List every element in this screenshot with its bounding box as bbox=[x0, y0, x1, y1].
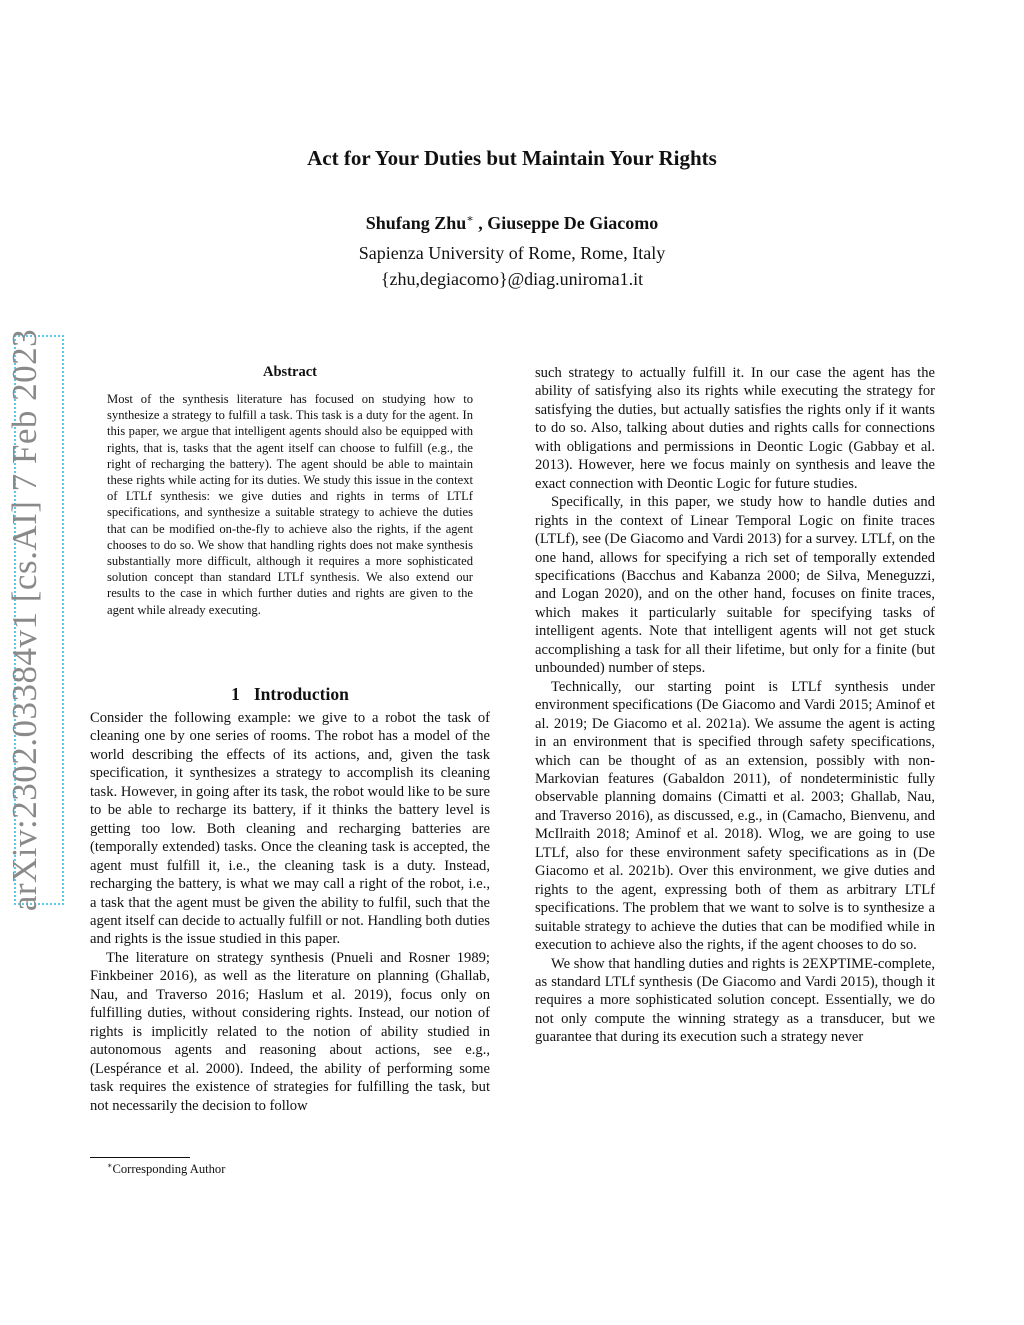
right-column-body bbox=[535, 364, 935, 1047]
intro-paragraph-2: The literature on strategy synthesis (Pnueli and Rosner 1989; Finkbeiner 2016), as well as the literature on planning (Ghallab, Nau, and Traverso 2016; Haslum et al. 2019), focus only on fulfilling duties, without considering rights. Instead, our notion of rights is implicitly related to the notion of ability studied in autonomous agents and reasoning about actions, see e.g., (Lespérance et al. 2000). Indeed, the ability of performing some task requires the existence of strategies for fulfilling the task, but not necessarily the decision to follow bbox=[90, 949, 490, 1114]
footnote-text: Corresponding Author bbox=[112, 1162, 226, 1177]
footnote-mark: ∗ bbox=[107, 1161, 113, 1170]
intro-paragraph-6: We show that handling duties and rights is 2EXPTIME-complete, as standard LTLf synthesis (De Giacomo and Vardi 2015), though it requires a more sophisticated solution concept. Essentially, we do not only compute the winning strategy as a transducer, but we guarantee that during its execution such a strategy never bbox=[535, 955, 935, 1046]
section-title: Introduction bbox=[253, 684, 349, 704]
footnote-rule bbox=[90, 1157, 190, 1158]
intro-paragraph-4: Specifically, in this paper, we study how to handle duties and rights in the context of Linear Temporal Logic on finite traces (LTLf), see (De Giacomo and Vardi 2013) for a survey. LTLf, on the one hand, allows for specifying a rich set of temporally extended specifications (Bacchus and Kabanza 2000; de Silva, Meneguzzi, and Logan 2020), and on the other hand, focuses on finite traces, which makes it particularly suitable for specifying tasks of intelligent agents. Note that intelligent agents will not get stuck accomplishing a task for all their lifetime, but only for a finite (but unbounded) number of steps. bbox=[535, 494, 935, 677]
author-first: Shufang Zhu bbox=[365, 213, 467, 233]
footnote bbox=[107, 1161, 225, 1177]
author-second: , Giuseppe De Giacomo bbox=[473, 213, 659, 233]
abstract-heading: Abstract bbox=[263, 364, 317, 380]
paper-title: Act for Your Duties but Maintain Your Rights bbox=[307, 146, 717, 170]
abstract-text: Most of the synthesis literature has focused on studying how to synthesize a strategy to fulfill a task. This task is a duty for the agent. In this paper, we argue that intelligent agents should also be equipped with rights, that is, tasks that the agent itself can choose to fulfill (e.g., the right of recharging the battery). The agent should be able to maintain these rights while acting for its duties. We study this issue in the context of LTLf synthesis: we give duties and rights in terms of LTLf specifications, and synthesize a suitable strategy to achieve the duties that can be modified on-the-fly to achieve also the rights, if the agent chooses to do so. We show that handling rights does not make synthesis substantially more difficult, although it requires a more sophisticated solution concept than standard LTLf synthesis. We also extend our results to the case in which further duties and rights are given to the agent while already executing. bbox=[107, 392, 473, 617]
author-list bbox=[0, 212, 1024, 234]
affiliation: Sapienza University of Rome, Rome, Italy bbox=[358, 243, 666, 263]
corresponding-author-mark: ∗ bbox=[466, 213, 474, 225]
section-heading-introduction bbox=[90, 684, 490, 705]
arxiv-identifier: arXiv:2302.03384v1 [cs.AI] 7 Feb 2023 bbox=[5, 328, 44, 912]
left-column-body bbox=[90, 709, 490, 1115]
author-email: {zhu,degiacomo}@diag.uniroma1.it bbox=[380, 269, 644, 289]
intro-paragraph-1: Consider the following example: we give to a robot the task of cleaning one by one series of rooms. The robot has a model of the world describing the effects of its actions, and, given the task specification, it synthesizes a strategy to accomplish its cleaning task. However, in going after its task, the robot would like to be sure to be able to recharge its battery, if it thinks the battery level is getting too low. Both cleaning and recharging batteries are (temporally extended) tasks. Once the cleaning task is accepted, the agent must fulfill it, i.e., the cleaning task is a duty. Instead, recharging the battery, is what we may call a right of the robot, i.e., a task that the agent must be given the ability to fulfil, such that the agent itself can decide to actually fulfill or not. Handling both duties and rights is the issue studied in this paper. bbox=[90, 710, 490, 948]
intro-paragraph-5: Technically, our starting point is LTLf synthesis under environment specifications (De Giacomo and Vardi 2015; Aminof et al. 2019; De Giacomo et al. 2021a). We assume the agent is acting in an environment that is specified through safety specifications, which can be thought of as an extension, possibly with non-Markovian features (Gabaldon 2011), of nondeterministic fully observable planning domains (Cimatti et al. 2003; Ghallab, Nau, and Traverso 2016), as discussed, e.g., in (Camacho, Bienvenu, and McIlraith 2018; Aminof et al. 2018). Wlog, we are going to use LTLf, also for these environment safety specifications as in (De Giacomo et al. 2021b). Over this environment, we give duties and rights to the agent, expressing both of them as arbitrary LTLf specifications. The problem that we want to solve is to synthesize a suitable strategy to achieve the duties that can be modified while in execution to achieve also the rights, if the agent chooses to do so. bbox=[535, 678, 935, 954]
intro-paragraph-3: such strategy to actually fulfill it. In our case the agent has the ability of satisfying also its rights while executing the strategy for satisfying the duties, but actually satisfies the rights only if it wants to do so. Also, talking about duties and rights calls for connections with obligations and permissions in Deontic Logic (Gabbay et al. 2013). However, here we focus mainly on synthesis and leave the exact connection with Deontic Logic for future studies. bbox=[535, 365, 935, 492]
section-number: 1 bbox=[231, 684, 240, 704]
